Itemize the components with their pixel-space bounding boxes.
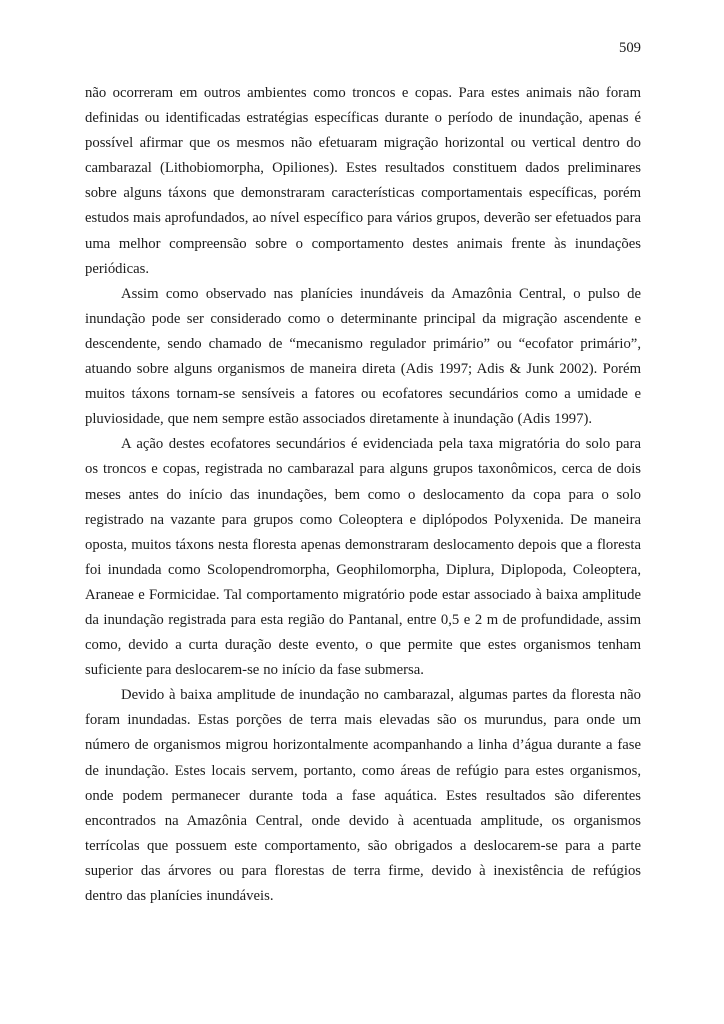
text-line: os troncos e copas, registrada no cambarazal para alguns grupos taxonômicos, cerca de dois bbox=[85, 461, 641, 478]
text-line: como, devido a curta duração deste evento, o que permite que estes organismos tenham bbox=[85, 637, 641, 654]
text-line: descendente, sendo chamado de “mecanismo regulador primário” ou “ecofator primário”, bbox=[85, 335, 641, 352]
text-line: definidas ou identificadas estratégias específicas durante o período de inundação, apenas é bbox=[85, 110, 641, 127]
text-line: dentro das planícies inundáveis. bbox=[85, 888, 274, 904]
text-line: cambarazal (Lithobiomorpha, Opiliones). Estes resultados constituem dados preliminares bbox=[85, 160, 641, 177]
text-line: de inundação. Estes locais servem, portanto, como áreas de refúgio para estes organismos, bbox=[85, 762, 641, 779]
text-line: muitos táxons tornam-se sensíveis a fatores ou ecofatores secundários como a umidade e bbox=[85, 386, 641, 403]
text-line: registrado na vazante para grupos como Coleoptera e diplópodos Polyxenida. De maneira bbox=[85, 511, 641, 528]
text-line: possível afirmar que os mesmos não efetuaram migração horizontal ou vertical dentro do bbox=[85, 135, 641, 152]
text-line: da inundação registrada para esta região do Pantanal, entre 0,5 e 2 m de profundidade, assim bbox=[85, 611, 641, 628]
text-line: Devido à baixa amplitude de inundação no cambarazal, algumas partes da floresta não bbox=[121, 687, 641, 704]
text-line: superior das árvores ou para florestas de terra firme, devido à inexistência de refúgios bbox=[85, 862, 641, 879]
text-line: A ação destes ecofatores secundários é evidenciada pela taxa migratória do solo para bbox=[121, 436, 641, 453]
text-line: terrícolas que possuem este comportamento, são obrigados a deslocarem-se para a parte bbox=[85, 837, 641, 854]
text-line: foi inundada como Scolopendromorpha, Geophilomorpha, Diplura, Diplopoda, Coleoptera, bbox=[85, 561, 641, 578]
text-line: onde podem permanecer durante toda a fase aquática. Estes resultados são diferentes bbox=[85, 787, 641, 804]
paragraph-4 bbox=[85, 683, 641, 909]
text-line: não ocorreram em outros ambientes como troncos e copas. Para estes animais não foram bbox=[85, 85, 641, 101]
text-line: estudos mais aprofundados, ao nível específico para vários grupos, deverão ser efetuados para bbox=[85, 210, 641, 227]
text-line: atuando sobre alguns organismos de maneira direta (Adis 1997; Adis & Junk 2002). Porém bbox=[85, 361, 641, 378]
paragraph-2 bbox=[85, 282, 641, 433]
page-number: 509 bbox=[618, 40, 641, 56]
text-line: inundação pode ser considerado como o determinante principal da migração ascendente e bbox=[85, 310, 641, 327]
text-line: sobre alguns táxons que demonstraram características comportamentais específicas, porém bbox=[85, 185, 641, 202]
text-line: suficiente para deslocarem-se no início da fase submersa. bbox=[85, 662, 424, 679]
text-line: pluviosidade, que nem sempre estão associados diretamente à inundação (Adis 1997). bbox=[85, 411, 593, 428]
text-line: Assim como observado nas planícies inundáveis da Amazônia Central, o pulso de bbox=[121, 285, 641, 302]
text-line: Araneae e Formicidae. Tal comportamento migratório pode estar associado à baixa amplitude bbox=[85, 586, 641, 603]
text-line: número de organismos migrou horizontalmente acompanhando a linha d’água durante a fase bbox=[85, 737, 641, 754]
text-line: encontrados na Amazônia Central, onde devido à acentuada amplitude, os organismos bbox=[85, 812, 641, 829]
paragraph-1 bbox=[85, 81, 641, 282]
text-line: uma melhor compreensão sobre o comportamento destes animais frente às inundações bbox=[85, 235, 641, 252]
paragraph-3 bbox=[85, 432, 641, 683]
text-line: meses antes do início das inundações, bem como o deslocamento da copa para o solo bbox=[85, 486, 641, 503]
body-text bbox=[85, 81, 641, 909]
text-line: foram inundadas. Estas porções de terra mais elevadas são os murundus, para onde um bbox=[85, 712, 641, 729]
text-line: periódicas. bbox=[85, 260, 150, 277]
text-line: oposta, muitos táxons nesta floresta apenas demonstraram deslocamento depois que a floresta bbox=[85, 536, 641, 553]
